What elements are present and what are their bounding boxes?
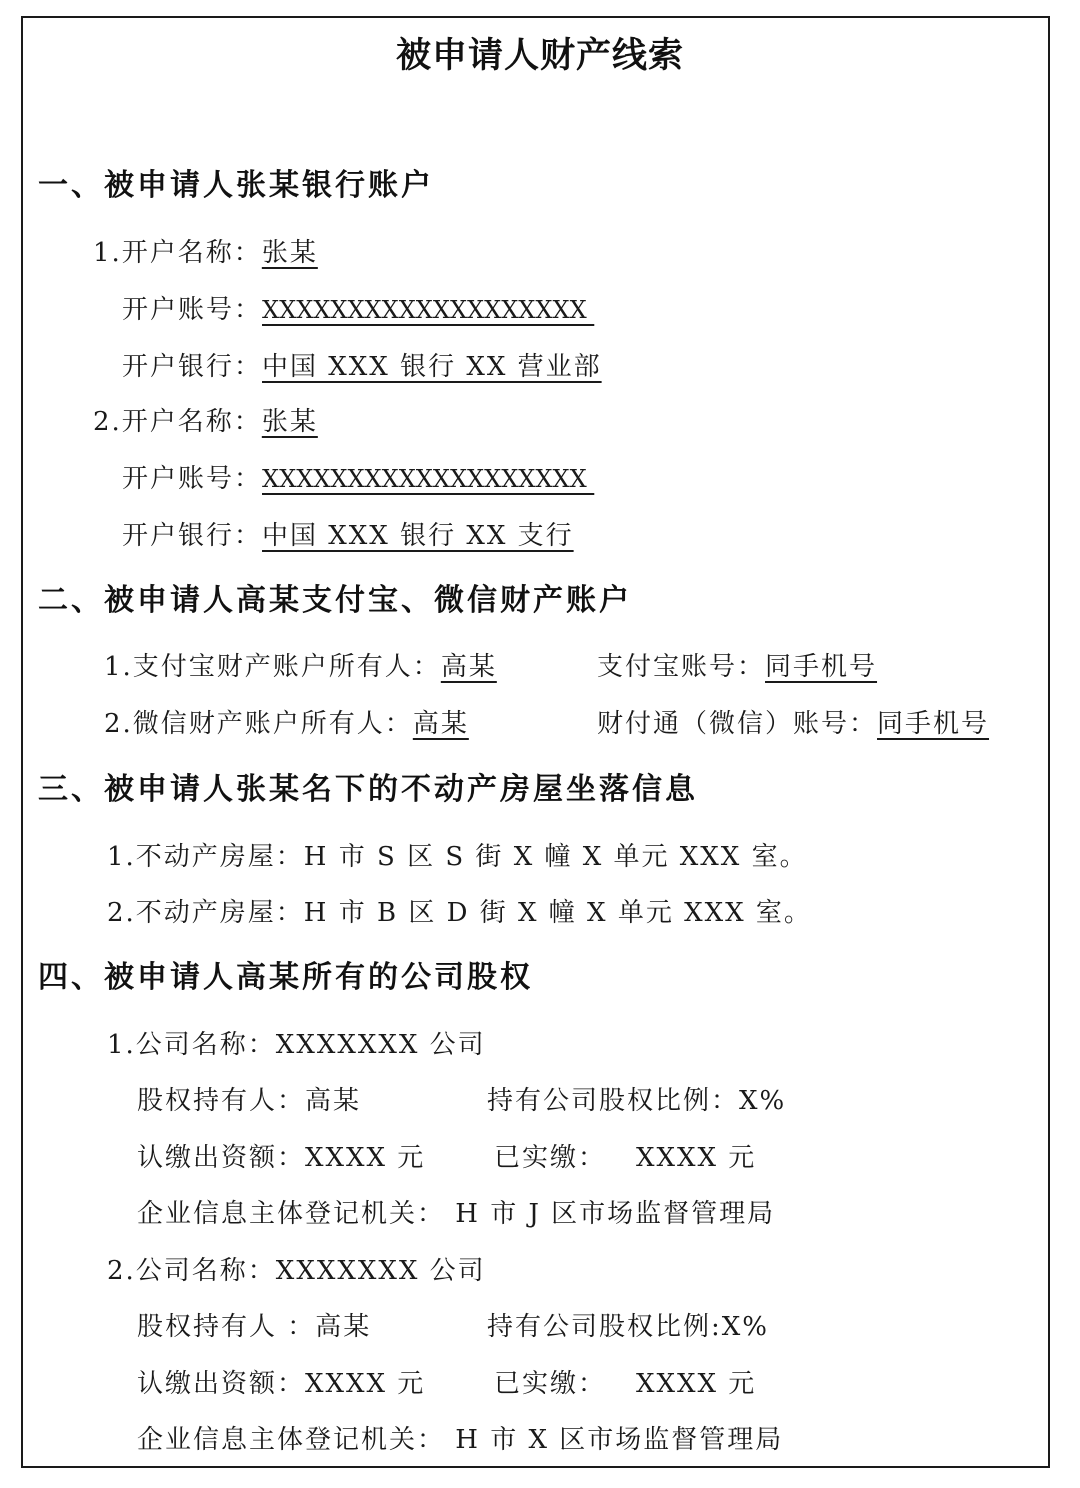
company-1-name: 1.公司名称：XXXXXXX 公司 [107, 1030, 486, 1060]
value: 张某 [261, 238, 318, 268]
wechat-owner [104, 707, 469, 741]
company-1-paid-label: 已实缴： [494, 1143, 607, 1173]
bank-account-1-bank [122, 350, 602, 384]
section-4-heading: 四、被申请人高某所有的公司股权 [38, 960, 533, 995]
value: 同手机号 [877, 709, 990, 739]
company-2-subscribed: 认缴出资额：XXXX 元 [137, 1369, 426, 1399]
document-border [21, 16, 1050, 1468]
wechat-account [597, 707, 989, 741]
label: 开户银行： [122, 521, 263, 551]
value: XXXXXXXXXXXXXXXXXXX [262, 296, 595, 324]
alipay-owner [104, 650, 497, 684]
label: 财付通（微信）账号： [597, 709, 878, 739]
company-2-holder: 股权持有人 ：高某 [137, 1312, 372, 1342]
company-2-paid-label: 已实缴： [494, 1369, 607, 1399]
value: 中国 XXX 银行 XX 支行 [262, 521, 574, 551]
section-1-heading: 一、被申请人张某银行账户 [38, 168, 434, 203]
label: 2.微信财产账户所有人： [104, 709, 413, 739]
document-title: 被申请人财产线索 [395, 36, 684, 76]
property-1: 1.不动产房屋：H 市 S 区 S 街 X 幢 X 单元 XXX 室。 [107, 842, 808, 872]
company-2-paid-value: XXXX 元 [636, 1369, 757, 1399]
company-1-ratio: 持有公司股权比例：X% [487, 1086, 787, 1116]
company-2-name: 2.公司名称：XXXXXXX 公司 [107, 1256, 486, 1286]
bank-account-1-name [93, 236, 318, 270]
value: 张某 [261, 407, 318, 437]
label: 开户账号： [122, 295, 263, 325]
label: 2.开户名称： [93, 407, 262, 437]
value: 同手机号 [765, 652, 878, 682]
alipay-account [597, 650, 877, 684]
label: 1.支付宝财产账户所有人： [104, 652, 441, 682]
section-3-heading: 三、被申请人张某名下的不动产房屋坐落信息 [38, 772, 698, 807]
bank-account-2-bank [122, 519, 574, 553]
bank-account-1-number [122, 293, 594, 327]
label: 开户银行： [122, 352, 263, 382]
company-2-registry: 企业信息主体登记机关： H 市 X 区市场监督管理局 [137, 1425, 784, 1455]
company-2-ratio: 持有公司股权比例:X% [487, 1312, 769, 1342]
bank-account-2-number [122, 462, 594, 496]
property-2: 2.不动产房屋：H 市 B 区 D 街 X 幢 X 单元 XXX 室。 [107, 898, 812, 928]
company-1-holder: 股权持有人：高某 [137, 1086, 362, 1116]
label: 支付宝账号： [597, 652, 766, 682]
value: 中国 XXX 银行 XX 营业部 [262, 352, 602, 382]
company-1-subscribed: 认缴出资额：XXXX 元 [137, 1143, 426, 1173]
company-1-registry: 企业信息主体登记机关： H 市 J 区市场监督管理局 [137, 1199, 776, 1229]
value: 高某 [412, 709, 469, 739]
section-2-heading: 二、被申请人高某支付宝、微信财产账户 [38, 583, 632, 618]
value: 高某 [440, 652, 497, 682]
company-1-paid-value: XXXX 元 [636, 1143, 757, 1173]
value: XXXXXXXXXXXXXXXXXXX [262, 465, 595, 493]
bank-account-2-name [93, 405, 318, 439]
label: 1.开户名称： [93, 238, 262, 268]
label: 开户账号： [122, 464, 263, 494]
